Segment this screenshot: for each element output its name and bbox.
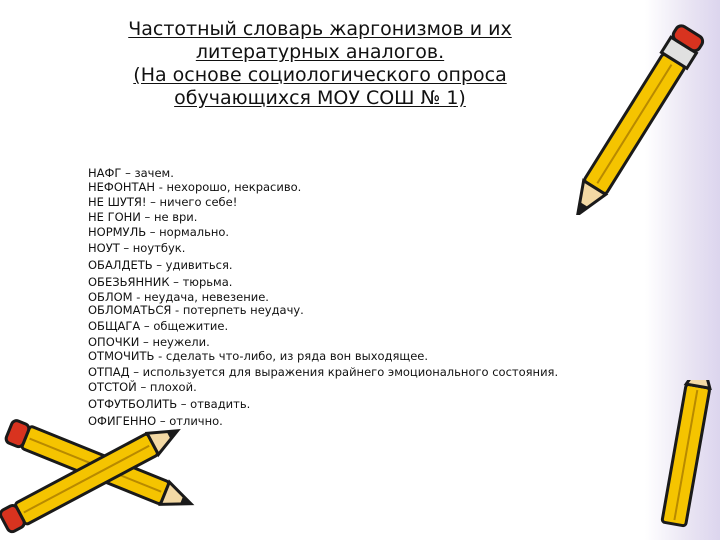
glossary-entry: ОФИГЕННО – отлично.: [88, 414, 223, 428]
pencil-icon: [570, 0, 720, 215]
glossary-entry: ОТМОЧИТЬ - сделать что-либо, из ряда вон выходящее.: [88, 349, 429, 363]
title-line-4: обучающихся МОУ СОШ № 1): [174, 87, 466, 109]
crossed-pencils-icon: [0, 395, 200, 540]
glossary-entry: НЕ ШУТЯ! – ничего себе!: [88, 195, 238, 209]
glossary-entry: ОБЩАГА – общежитие.: [88, 319, 229, 333]
pencil-icon: [650, 380, 720, 540]
glossary-entry: ОПОЧКИ – неужели.: [88, 335, 210, 349]
glossary-entry: НОРМУЛЬ – нормально.: [88, 225, 230, 239]
glossary-entry: ОБЛОМ - неудача, невезение.: [88, 290, 269, 304]
title-line-2: литературных аналогов.: [195, 41, 445, 63]
glossary-entry: ОБЕЗЬЯННИК – тюрьма.: [88, 275, 233, 289]
glossary-entry: НОУТ – ноутбук.: [88, 241, 186, 255]
glossary-entry: ОБЛОМАТЬСЯ - потерпеть неудачу.: [88, 303, 304, 317]
glossary-entry: ОБАЛДЕТЬ – удивиться.: [88, 258, 233, 272]
glossary-entry: ОТПАД – используется для выражения крайнего эмоционального состояния.: [88, 365, 559, 379]
glossary-entry: ОТСТОЙ – плохой.: [88, 380, 197, 394]
glossary-entry: НАФГ – зачем.: [88, 166, 174, 180]
title-line-3: (На основе социологического опроса: [133, 64, 507, 86]
glossary-entry: НЕ ГОНИ – не ври.: [88, 210, 198, 224]
title-line-1: Частотный словарь жаргонизмов и их: [128, 18, 512, 40]
glossary-entry: ОТФУТБОЛИТЬ – отвадить.: [88, 397, 251, 411]
glossary-entry: НЕФОНТАН - нехорошо, некрасиво.: [88, 180, 302, 194]
